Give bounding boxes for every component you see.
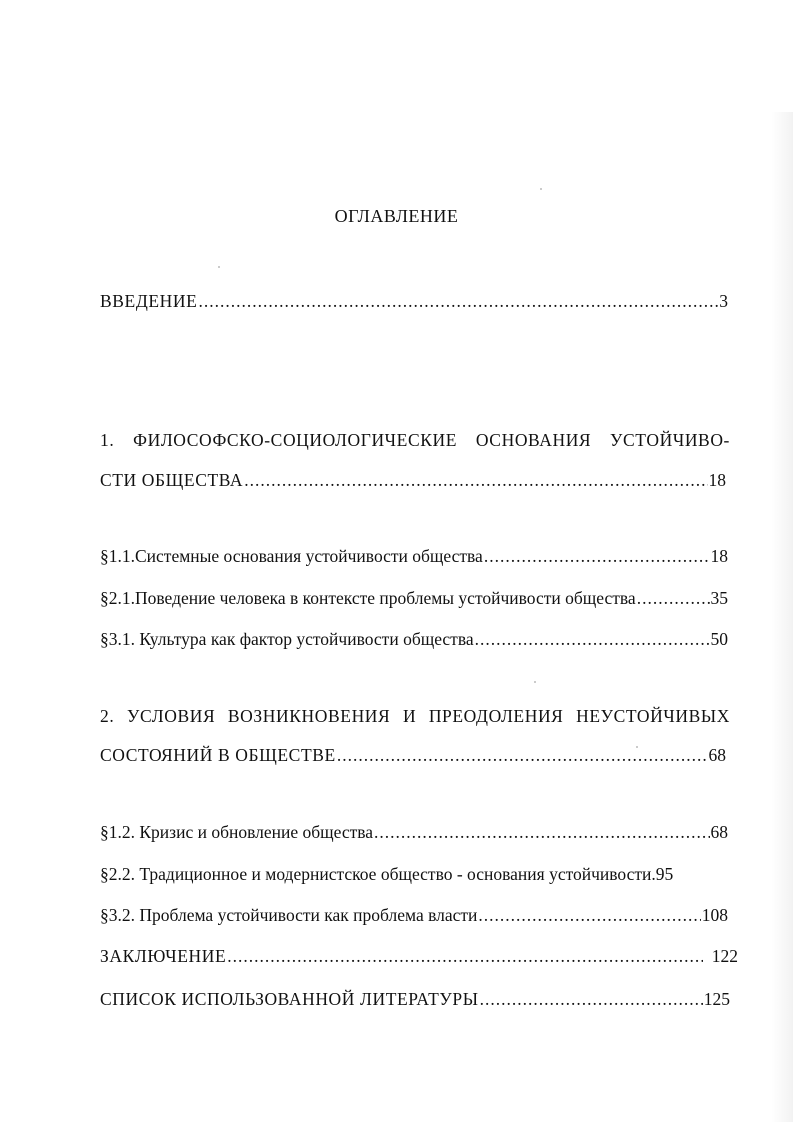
scan-shadow — [771, 112, 793, 1122]
chapter-1-heading-cont — [100, 470, 726, 491]
chapter-1-heading: 1. ФИЛОСОФСКО-СОЦИОЛОГИЧЕСКИЕ ОСНОВАНИЯ УСТОЙЧИВО- — [100, 430, 730, 450]
dot-leader — [244, 470, 707, 491]
dot-leader — [475, 629, 710, 650]
toc-entry-page: 108 — [701, 905, 728, 925]
toc-entry-label: ВВЕДЕНИЕ — [100, 291, 198, 311]
toc-entry-page: 95 — [655, 864, 674, 884]
toc-section-2-1 — [100, 588, 728, 609]
toc-section-3-2 — [100, 905, 728, 926]
dot-leader — [478, 905, 700, 926]
toc-entry-conclusion — [100, 946, 738, 967]
dot-leader — [227, 946, 702, 967]
toc-entry-label: §2.2. Традиционное и модернистское общество - основания устойчивости. — [100, 864, 656, 884]
toc-section-1-2 — [100, 822, 728, 843]
dot-leader — [374, 822, 709, 843]
dot-leader — [484, 546, 710, 567]
toc-entry-label: СТИ ОБЩЕСТВА — [100, 470, 244, 490]
toc-entry-label: ЗАКЛЮЧЕНИЕ — [100, 946, 227, 966]
toc-entry-label: §2.1.Поведение человека в контексте проблемы устойчивости общества — [100, 588, 636, 608]
scan-speck — [218, 266, 220, 268]
toc-entry-page: 68 — [708, 745, 726, 765]
toc-entry-page: 122 — [711, 946, 738, 966]
toc-entry-label: §1.2. Кризис и обновление общества — [100, 822, 374, 842]
toc-entry-page: 3 — [719, 291, 728, 311]
toc-entry-page: 18 — [708, 470, 726, 490]
scan-speck — [540, 188, 542, 190]
dot-leader — [198, 291, 718, 312]
dot-leader — [637, 588, 710, 609]
dot-leader — [337, 745, 708, 766]
toc-entry-intro — [100, 291, 728, 312]
toc-entry-page: 50 — [710, 629, 728, 649]
scan-speck — [534, 681, 536, 683]
toc-entry-label: СОСТОЯНИЙ В ОБЩЕСТВЕ — [100, 745, 336, 765]
toc-entry-label: §3.2. Проблема устойчивости как проблема власти — [100, 905, 478, 925]
chapter-2-heading-cont — [100, 745, 726, 766]
toc-title: ОГЛАВЛЕНИЕ — [334, 206, 459, 226]
toc-entry-label: §1.1.Системные основания устойчивости общества — [100, 546, 483, 566]
dot-leader — [480, 989, 703, 1010]
toc-entry-label: СПИСОК ИСПОЛЬЗОВАННОЙ ЛИТЕРАТУРЫ — [100, 989, 479, 1009]
toc-entry-bibliography — [100, 989, 730, 1010]
toc-entry-label: §3.1. Культура как фактор устойчивости общества — [100, 629, 474, 649]
chapter-2-heading: 2. УСЛОВИЯ ВОЗНИКНОВЕНИЯ И ПРЕОДОЛЕНИЯ НЕУСТОЙЧИВЫХ — [100, 706, 730, 726]
toc-section-2-2 — [100, 864, 728, 885]
toc-entry-page: 125 — [703, 989, 730, 1009]
toc-section-3-1 — [100, 629, 728, 650]
toc-entry-page: 68 — [710, 822, 728, 842]
toc-entry-page: 35 — [710, 588, 728, 608]
toc-entry-page: 18 — [710, 546, 728, 566]
toc-section-1-1 — [100, 546, 728, 567]
